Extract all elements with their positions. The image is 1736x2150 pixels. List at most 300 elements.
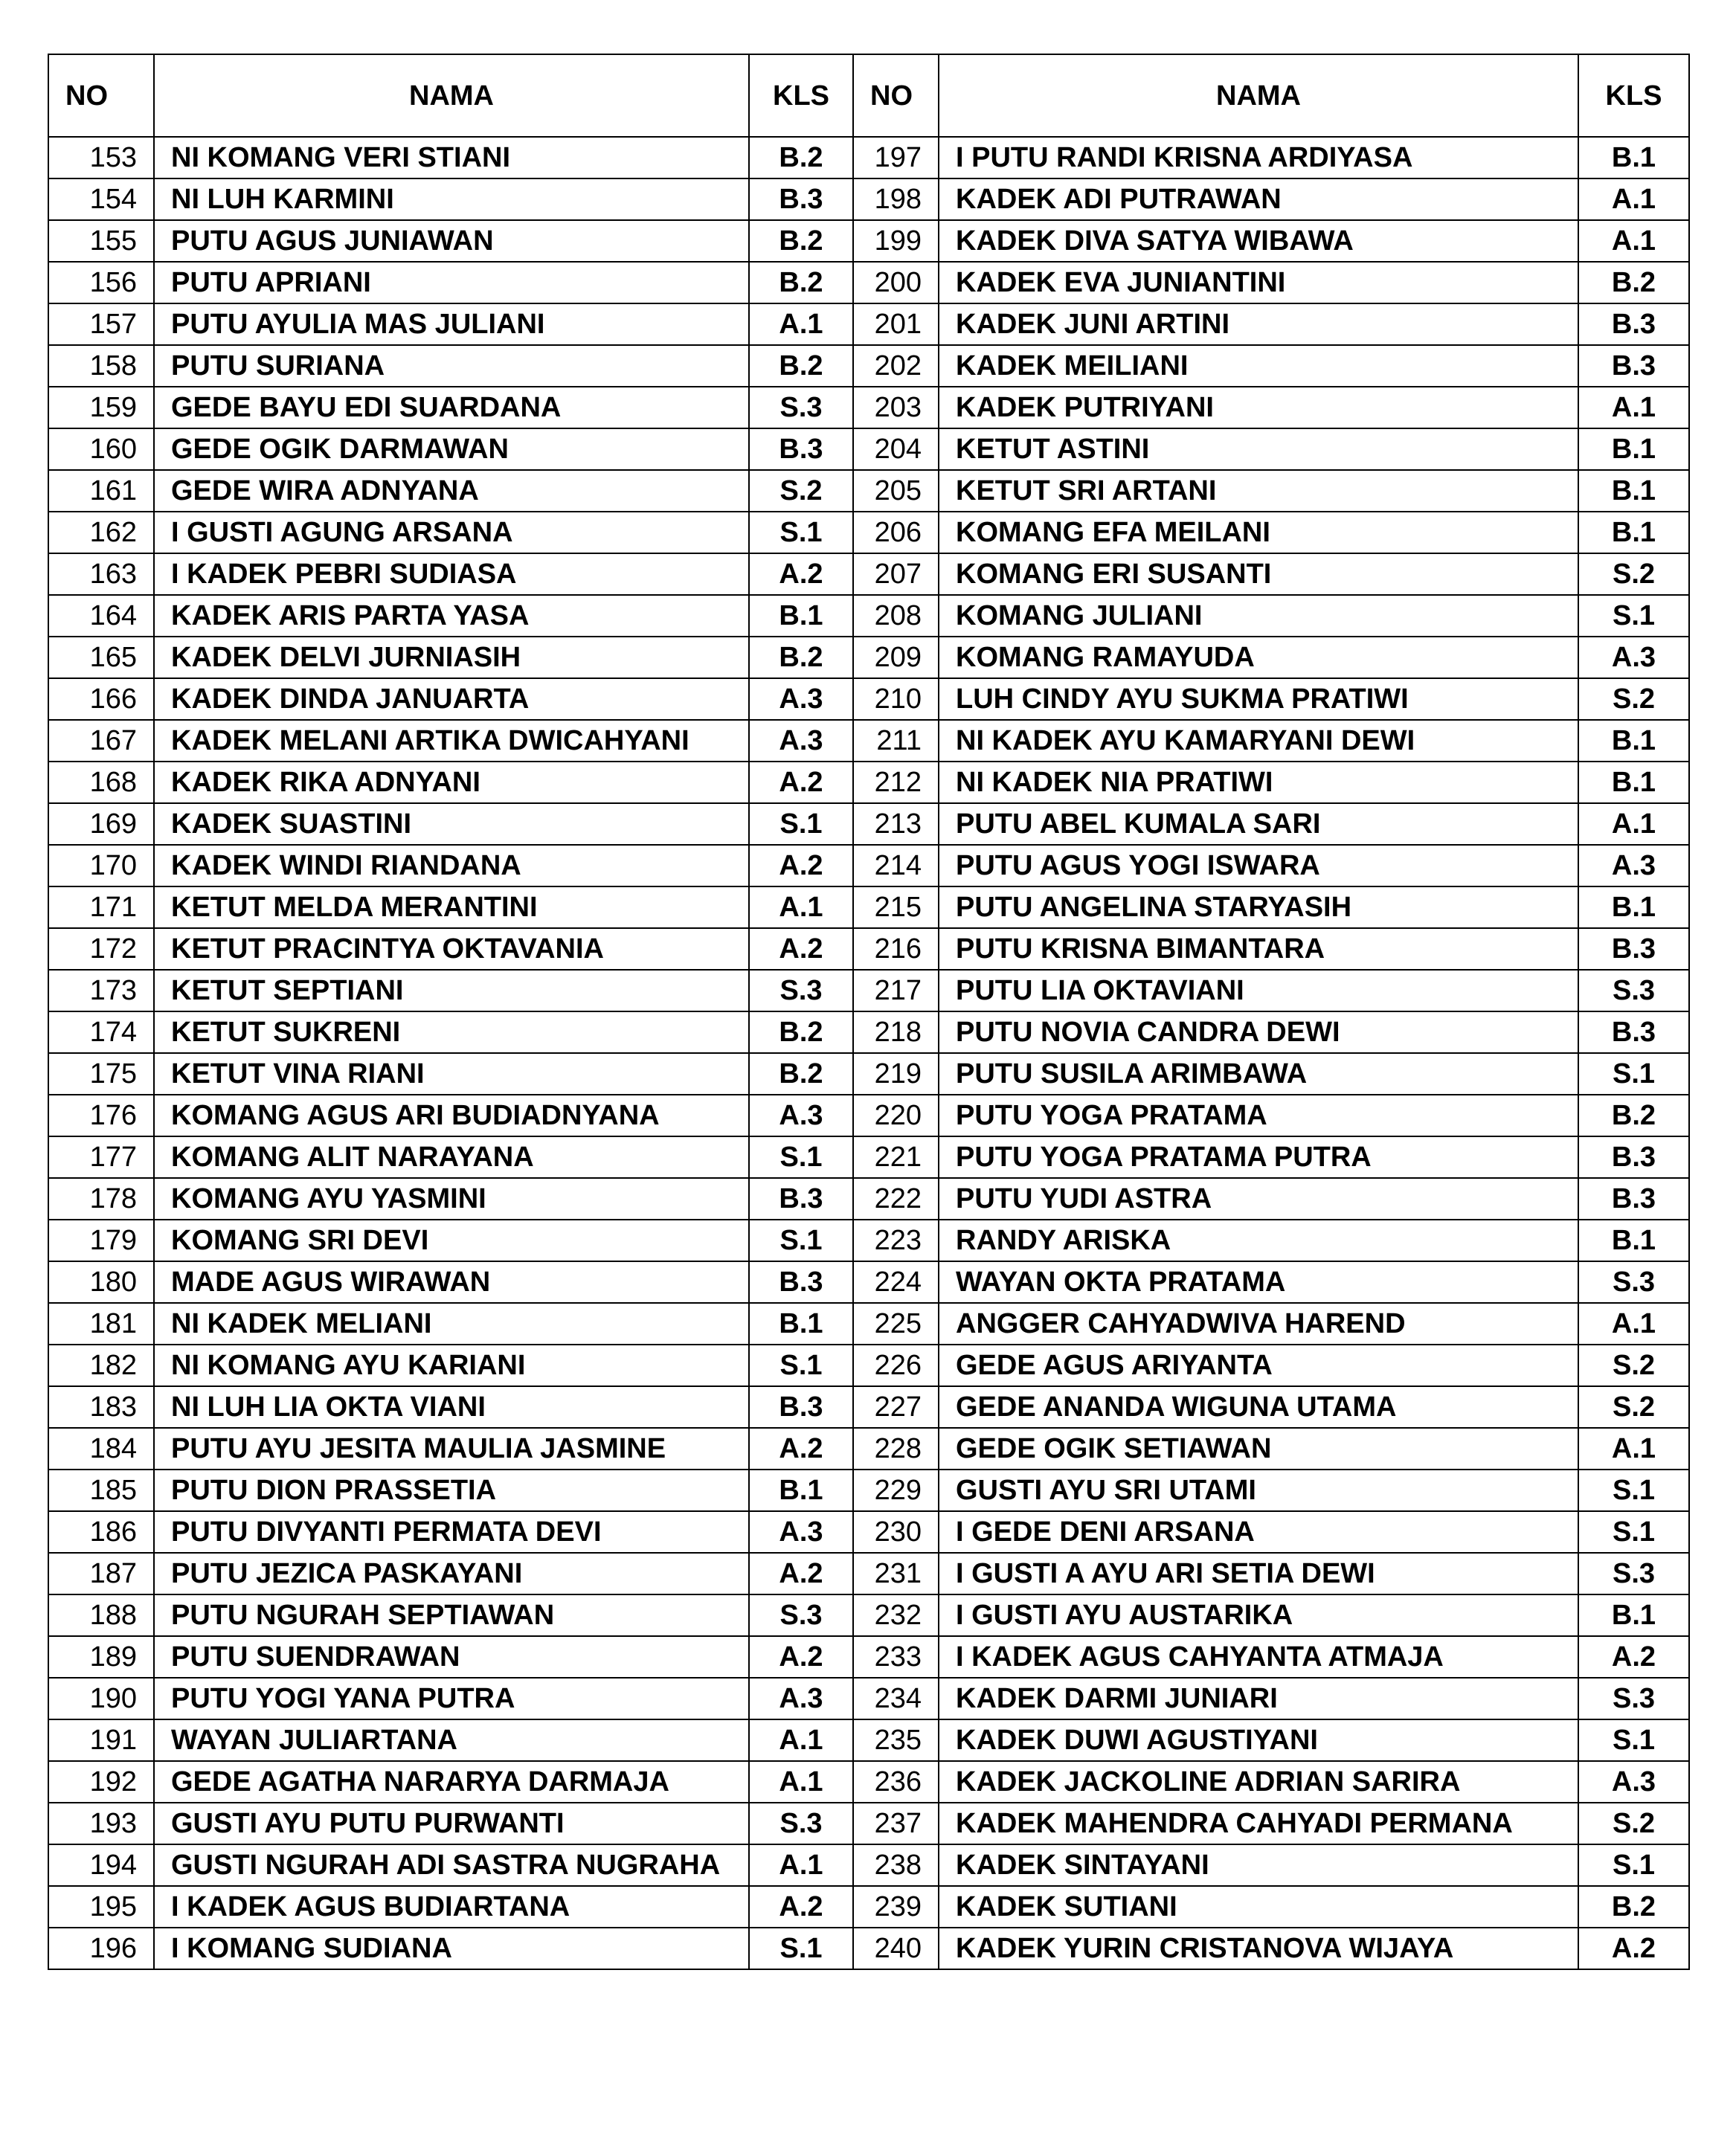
right-kls-cell: B.2: [1578, 1095, 1689, 1136]
left-nama-cell: NI KADEK MELIANI: [154, 1303, 749, 1345]
left-nama-cell: KADEK DINDA JANUARTA: [154, 678, 749, 720]
right-kls-cell: B.3: [1578, 1178, 1689, 1220]
left-no-cell: 176: [48, 1095, 154, 1136]
left-kls-cell: A.2: [749, 1886, 853, 1928]
right-kls-cell: A.3: [1578, 845, 1689, 886]
right-kls-cell: S.2: [1578, 1345, 1689, 1386]
right-kls-cell: A.3: [1578, 1761, 1689, 1803]
table-row: [48, 1053, 1689, 1095]
left-kls-cell: S.3: [749, 1803, 853, 1844]
right-no-cell: 198: [853, 178, 939, 220]
right-kls-cell: S.1: [1578, 1511, 1689, 1553]
left-no-cell: 173: [48, 970, 154, 1011]
table-row: [48, 1719, 1689, 1761]
left-kls-cell: A.1: [749, 886, 853, 928]
left-kls-cell: A.1: [749, 1719, 853, 1761]
left-no-cell: 167: [48, 720, 154, 762]
table-row: [48, 303, 1689, 345]
right-kls-cell: B.3: [1578, 345, 1689, 387]
right-kls-cell: S.2: [1578, 678, 1689, 720]
left-kls-cell: B.3: [749, 428, 853, 470]
left-kls-cell: A.3: [749, 1678, 853, 1719]
left-nama-cell: PUTU AGUS JUNIAWAN: [154, 220, 749, 262]
table-row: [48, 1261, 1689, 1303]
right-no-cell: 210: [853, 678, 939, 720]
right-kls-cell: A.1: [1578, 803, 1689, 845]
right-kls-cell: S.2: [1578, 1803, 1689, 1844]
table-row: [48, 1095, 1689, 1136]
left-nama-cell: NI KOMANG AYU KARIANI: [154, 1345, 749, 1386]
table-row: [48, 1553, 1689, 1594]
table-row: [48, 512, 1689, 553]
right-kls-cell: B.1: [1578, 720, 1689, 762]
left-no-cell: 182: [48, 1345, 154, 1386]
right-nama-cell: KOMANG ERI SUSANTI: [939, 553, 1578, 595]
right-no-cell: 205: [853, 470, 939, 512]
right-nama-cell: KADEK JACKOLINE ADRIAN SARIRA: [939, 1761, 1578, 1803]
right-nama-cell: KADEK JUNI ARTINI: [939, 303, 1578, 345]
left-kls-cell: A.3: [749, 1095, 853, 1136]
left-kls-cell: S.3: [749, 387, 853, 428]
right-no-cell: 240: [853, 1928, 939, 1969]
right-no-cell: 229: [853, 1470, 939, 1511]
right-no-cell: 208: [853, 595, 939, 637]
left-nama-cell: NI LUH LIA OKTA VIANI: [154, 1386, 749, 1428]
right-kls-cell: A.1: [1578, 1428, 1689, 1470]
table-row: [48, 803, 1689, 845]
right-no-cell: 200: [853, 262, 939, 303]
right-no-cell: 226: [853, 1345, 939, 1386]
right-no-cell: 220: [853, 1095, 939, 1136]
right-nama-cell: I GUSTI AYU AUSTARIKA: [939, 1594, 1578, 1636]
right-nama-cell: GEDE AGUS ARIYANTA: [939, 1345, 1578, 1386]
right-no-cell: 207: [853, 553, 939, 595]
right-no-cell: 216: [853, 928, 939, 970]
left-kls-cell: A.1: [749, 303, 853, 345]
right-nama-cell: KADEK DIVA SATYA WIBAWA: [939, 220, 1578, 262]
left-kls-cell: A.1: [749, 1761, 853, 1803]
right-nama-cell: PUTU AGUS YOGI ISWARA: [939, 845, 1578, 886]
left-no-cell: 195: [48, 1886, 154, 1928]
left-kls-cell: B.2: [749, 1011, 853, 1053]
right-kls-cell: B.3: [1578, 303, 1689, 345]
right-kls-cell: S.2: [1578, 553, 1689, 595]
right-kls-cell: B.2: [1578, 1886, 1689, 1928]
right-no-cell: 238: [853, 1844, 939, 1886]
table-row: [48, 928, 1689, 970]
left-no-cell: 162: [48, 512, 154, 553]
right-nama-cell: PUTU LIA OKTAVIANI: [939, 970, 1578, 1011]
left-kls-cell: S.1: [749, 1928, 853, 1969]
header-no-right: NO: [853, 54, 939, 137]
left-nama-cell: GUSTI NGURAH ADI SASTRA NUGRAHA: [154, 1844, 749, 1886]
right-nama-cell: PUTU YUDI ASTRA: [939, 1178, 1578, 1220]
left-no-cell: 179: [48, 1220, 154, 1261]
left-no-cell: 165: [48, 637, 154, 678]
left-nama-cell: MADE AGUS WIRAWAN: [154, 1261, 749, 1303]
left-kls-cell: A.2: [749, 928, 853, 970]
right-no-cell: 201: [853, 303, 939, 345]
right-no-cell: 232: [853, 1594, 939, 1636]
right-no-cell: 231: [853, 1553, 939, 1594]
table-row: [48, 1928, 1689, 1969]
right-kls-cell: A.1: [1578, 178, 1689, 220]
left-nama-cell: GUSTI AYU PUTU PURWANTI: [154, 1803, 749, 1844]
table-row: [48, 345, 1689, 387]
header-row: [48, 54, 1689, 137]
table-row: [48, 1803, 1689, 1844]
table-row: [48, 553, 1689, 595]
table-body: [48, 137, 1689, 1969]
right-kls-cell: B.2: [1578, 262, 1689, 303]
table-row: [48, 387, 1689, 428]
left-kls-cell: B.2: [749, 220, 853, 262]
right-nama-cell: GEDE ANANDA WIGUNA UTAMA: [939, 1386, 1578, 1428]
left-kls-cell: B.3: [749, 178, 853, 220]
left-nama-cell: KOMANG ALIT NARAYANA: [154, 1136, 749, 1178]
left-nama-cell: PUTU AYU JESITA MAULIA JASMINE: [154, 1428, 749, 1470]
left-nama-cell: PUTU DIVYANTI PERMATA DEVI: [154, 1511, 749, 1553]
right-kls-cell: A.3: [1578, 637, 1689, 678]
right-no-cell: 228: [853, 1428, 939, 1470]
left-nama-cell: KOMANG AYU YASMINI: [154, 1178, 749, 1220]
left-kls-cell: A.2: [749, 553, 853, 595]
right-no-cell: 209: [853, 637, 939, 678]
left-nama-cell: PUTU SURIANA: [154, 345, 749, 387]
table-row: [48, 178, 1689, 220]
right-no-cell: 237: [853, 1803, 939, 1844]
right-kls-cell: S.1: [1578, 1719, 1689, 1761]
right-nama-cell: PUTU NOVIA CANDRA DEWI: [939, 1011, 1578, 1053]
table-row: [48, 220, 1689, 262]
left-kls-cell: A.2: [749, 1428, 853, 1470]
right-nama-cell: GUSTI AYU SRI UTAMI: [939, 1470, 1578, 1511]
left-kls-cell: S.3: [749, 970, 853, 1011]
right-no-cell: 235: [853, 1719, 939, 1761]
left-nama-cell: KADEK ARIS PARTA YASA: [154, 595, 749, 637]
right-kls-cell: A.2: [1578, 1636, 1689, 1678]
left-kls-cell: B.2: [749, 637, 853, 678]
left-no-cell: 191: [48, 1719, 154, 1761]
left-kls-cell: A.2: [749, 845, 853, 886]
left-nama-cell: KADEK DELVI JURNIASIH: [154, 637, 749, 678]
left-no-cell: 194: [48, 1844, 154, 1886]
right-nama-cell: KETUT ASTINI: [939, 428, 1578, 470]
left-nama-cell: KADEK MELANI ARTIKA DWICAHYANI: [154, 720, 749, 762]
right-nama-cell: I GEDE DENI ARSANA: [939, 1511, 1578, 1553]
left-kls-cell: B.2: [749, 345, 853, 387]
right-no-cell: 218: [853, 1011, 939, 1053]
right-kls-cell: B.1: [1578, 762, 1689, 803]
table-row: [48, 1303, 1689, 1345]
right-kls-cell: B.3: [1578, 1011, 1689, 1053]
left-no-cell: 168: [48, 762, 154, 803]
left-kls-cell: A.2: [749, 1553, 853, 1594]
right-no-cell: 234: [853, 1678, 939, 1719]
right-nama-cell: GEDE OGIK SETIAWAN: [939, 1428, 1578, 1470]
table-row: [48, 886, 1689, 928]
right-no-cell: 199: [853, 220, 939, 262]
left-nama-cell: I KOMANG SUDIANA: [154, 1928, 749, 1969]
right-nama-cell: KADEK ADI PUTRAWAN: [939, 178, 1578, 220]
student-roster-table: [48, 54, 1690, 1970]
header-kls-right: KLS: [1578, 54, 1689, 137]
left-no-cell: 169: [48, 803, 154, 845]
left-kls-cell: A.2: [749, 1636, 853, 1678]
right-nama-cell: KADEK YURIN CRISTANOVA WIJAYA: [939, 1928, 1578, 1969]
right-no-cell: 214: [853, 845, 939, 886]
table-row: [48, 1636, 1689, 1678]
right-no-cell: 239: [853, 1886, 939, 1928]
right-nama-cell: PUTU SUSILA ARIMBAWA: [939, 1053, 1578, 1095]
right-kls-cell: S.1: [1578, 1844, 1689, 1886]
right-no-cell: 204: [853, 428, 939, 470]
right-no-cell: 227: [853, 1386, 939, 1428]
right-no-cell: 222: [853, 1178, 939, 1220]
right-no-cell: 197: [853, 137, 939, 178]
right-nama-cell: KADEK DUWI AGUSTIYANI: [939, 1719, 1578, 1761]
left-kls-cell: B.2: [749, 137, 853, 178]
left-nama-cell: GEDE AGATHA NARARYA DARMAJA: [154, 1761, 749, 1803]
right-kls-cell: B.1: [1578, 512, 1689, 553]
table-row: [48, 1345, 1689, 1386]
right-kls-cell: B.1: [1578, 470, 1689, 512]
left-kls-cell: A.3: [749, 720, 853, 762]
right-kls-cell: S.1: [1578, 1470, 1689, 1511]
right-no-cell: 221: [853, 1136, 939, 1178]
left-kls-cell: B.3: [749, 1178, 853, 1220]
left-kls-cell: S.3: [749, 1594, 853, 1636]
left-nama-cell: KETUT PRACINTYA OKTAVANIA: [154, 928, 749, 970]
left-no-cell: 174: [48, 1011, 154, 1053]
left-no-cell: 193: [48, 1803, 154, 1844]
right-nama-cell: KADEK DARMI JUNIARI: [939, 1678, 1578, 1719]
left-no-cell: 160: [48, 428, 154, 470]
right-kls-cell: S.3: [1578, 1261, 1689, 1303]
right-no-cell: 236: [853, 1761, 939, 1803]
right-kls-cell: B.1: [1578, 886, 1689, 928]
table-row: [48, 1386, 1689, 1428]
right-nama-cell: KOMANG JULIANI: [939, 595, 1578, 637]
left-no-cell: 180: [48, 1261, 154, 1303]
left-no-cell: 181: [48, 1303, 154, 1345]
left-nama-cell: NI LUH KARMINI: [154, 178, 749, 220]
right-no-cell: 215: [853, 886, 939, 928]
right-nama-cell: KADEK SINTAYANI: [939, 1844, 1578, 1886]
left-no-cell: 177: [48, 1136, 154, 1178]
right-nama-cell: I KADEK AGUS CAHYANTA ATMAJA: [939, 1636, 1578, 1678]
left-nama-cell: PUTU APRIANI: [154, 262, 749, 303]
left-kls-cell: S.2: [749, 470, 853, 512]
table-header: [48, 54, 1689, 137]
right-nama-cell: PUTU YOGA PRATAMA PUTRA: [939, 1136, 1578, 1178]
left-nama-cell: KOMANG AGUS ARI BUDIADNYANA: [154, 1095, 749, 1136]
right-no-cell: 203: [853, 387, 939, 428]
left-no-cell: 192: [48, 1761, 154, 1803]
right-nama-cell: RANDY ARISKA: [939, 1220, 1578, 1261]
header-nama-left: NAMA: [154, 54, 749, 137]
table-row: [48, 637, 1689, 678]
left-no-cell: 161: [48, 470, 154, 512]
right-nama-cell: KOMANG RAMAYUDA: [939, 637, 1578, 678]
header-nama-right: NAMA: [939, 54, 1578, 137]
left-no-cell: 183: [48, 1386, 154, 1428]
right-nama-cell: PUTU YOGA PRATAMA: [939, 1095, 1578, 1136]
right-kls-cell: A.1: [1578, 220, 1689, 262]
left-nama-cell: KADEK SUASTINI: [154, 803, 749, 845]
left-nama-cell: PUTU JEZICA PASKAYANI: [154, 1553, 749, 1594]
right-no-cell: 217: [853, 970, 939, 1011]
left-kls-cell: A.3: [749, 1511, 853, 1553]
left-no-cell: 189: [48, 1636, 154, 1678]
right-kls-cell: B.1: [1578, 1594, 1689, 1636]
table-row: [48, 1594, 1689, 1636]
table-row: [48, 428, 1689, 470]
table-row: [48, 762, 1689, 803]
right-nama-cell: KOMANG EFA MEILANI: [939, 512, 1578, 553]
left-kls-cell: B.1: [749, 1303, 853, 1345]
table-row: [48, 1428, 1689, 1470]
left-no-cell: 159: [48, 387, 154, 428]
left-no-cell: 186: [48, 1511, 154, 1553]
table-row: [48, 262, 1689, 303]
left-no-cell: 153: [48, 137, 154, 178]
left-nama-cell: PUTU YOGI YANA PUTRA: [154, 1678, 749, 1719]
table-row: [48, 970, 1689, 1011]
right-nama-cell: KADEK MAHENDRA CAHYADI PERMANA: [939, 1803, 1578, 1844]
left-no-cell: 166: [48, 678, 154, 720]
left-nama-cell: I KADEK PEBRI SUDIASA: [154, 553, 749, 595]
right-kls-cell: A.1: [1578, 1303, 1689, 1345]
left-kls-cell: S.1: [749, 803, 853, 845]
table-row: [48, 720, 1689, 762]
left-kls-cell: S.1: [749, 1136, 853, 1178]
table-row: [48, 1761, 1689, 1803]
right-nama-cell: WAYAN OKTA PRATAMA: [939, 1261, 1578, 1303]
left-no-cell: 158: [48, 345, 154, 387]
left-no-cell: 172: [48, 928, 154, 970]
left-nama-cell: KETUT SEPTIANI: [154, 970, 749, 1011]
left-no-cell: 154: [48, 178, 154, 220]
left-no-cell: 155: [48, 220, 154, 262]
right-nama-cell: PUTU ABEL KUMALA SARI: [939, 803, 1578, 845]
left-no-cell: 188: [48, 1594, 154, 1636]
table-row: [48, 1470, 1689, 1511]
left-kls-cell: A.3: [749, 678, 853, 720]
left-nama-cell: PUTU SUENDRAWAN: [154, 1636, 749, 1678]
left-kls-cell: S.1: [749, 1220, 853, 1261]
table-row: [48, 1844, 1689, 1886]
right-nama-cell: KADEK PUTRIYANI: [939, 387, 1578, 428]
table-row: [48, 595, 1689, 637]
left-no-cell: 184: [48, 1428, 154, 1470]
right-kls-cell: S.3: [1578, 970, 1689, 1011]
table-row: [48, 1678, 1689, 1719]
right-kls-cell: S.3: [1578, 1678, 1689, 1719]
left-nama-cell: KOMANG SRI DEVI: [154, 1220, 749, 1261]
table-row: [48, 1178, 1689, 1220]
right-kls-cell: S.3: [1578, 1553, 1689, 1594]
table-row: [48, 1511, 1689, 1553]
table-row: [48, 470, 1689, 512]
left-kls-cell: A.2: [749, 762, 853, 803]
right-no-cell: 225: [853, 1303, 939, 1345]
left-nama-cell: KETUT MELDA MERANTINI: [154, 886, 749, 928]
right-no-cell: 211: [853, 720, 939, 762]
right-kls-cell: B.1: [1578, 1220, 1689, 1261]
left-nama-cell: NI KOMANG VERI STIANI: [154, 137, 749, 178]
right-nama-cell: PUTU KRISNA BIMANTARA: [939, 928, 1578, 970]
left-kls-cell: S.1: [749, 512, 853, 553]
left-nama-cell: I KADEK AGUS BUDIARTANA: [154, 1886, 749, 1928]
left-no-cell: 156: [48, 262, 154, 303]
right-no-cell: 233: [853, 1636, 939, 1678]
right-nama-cell: KETUT SRI ARTANI: [939, 470, 1578, 512]
right-kls-cell: B.1: [1578, 428, 1689, 470]
right-no-cell: 202: [853, 345, 939, 387]
table-row: [48, 1136, 1689, 1178]
left-nama-cell: PUTU AYULIA MAS JULIANI: [154, 303, 749, 345]
left-no-cell: 178: [48, 1178, 154, 1220]
left-no-cell: 175: [48, 1053, 154, 1095]
right-kls-cell: A.1: [1578, 387, 1689, 428]
left-kls-cell: B.3: [749, 1386, 853, 1428]
right-kls-cell: S.2: [1578, 1386, 1689, 1428]
right-no-cell: 206: [853, 512, 939, 553]
left-nama-cell: WAYAN JULIARTANA: [154, 1719, 749, 1761]
left-no-cell: 171: [48, 886, 154, 928]
table-row: [48, 845, 1689, 886]
left-no-cell: 187: [48, 1553, 154, 1594]
right-nama-cell: I PUTU RANDI KRISNA ARDIYASA: [939, 137, 1578, 178]
table-row: [48, 678, 1689, 720]
left-kls-cell: B.1: [749, 1470, 853, 1511]
left-kls-cell: S.1: [749, 1345, 853, 1386]
right-nama-cell: NI KADEK NIA PRATIWI: [939, 762, 1578, 803]
right-nama-cell: I GUSTI A AYU ARI SETIA DEWI: [939, 1553, 1578, 1594]
left-kls-cell: B.2: [749, 1053, 853, 1095]
right-nama-cell: KADEK SUTIANI: [939, 1886, 1578, 1928]
left-kls-cell: B.1: [749, 595, 853, 637]
table-row: [48, 1011, 1689, 1053]
right-kls-cell: S.1: [1578, 1053, 1689, 1095]
table-row: [48, 137, 1689, 178]
table-row: [48, 1220, 1689, 1261]
right-kls-cell: B.1: [1578, 137, 1689, 178]
left-kls-cell: B.3: [749, 1261, 853, 1303]
right-nama-cell: LUH CINDY AYU SUKMA PRATIWI: [939, 678, 1578, 720]
table-row: [48, 1886, 1689, 1928]
header-no-left: NO: [48, 54, 154, 137]
left-nama-cell: I GUSTI AGUNG ARSANA: [154, 512, 749, 553]
right-no-cell: 230: [853, 1511, 939, 1553]
right-no-cell: 224: [853, 1261, 939, 1303]
right-no-cell: 219: [853, 1053, 939, 1095]
left-no-cell: 157: [48, 303, 154, 345]
right-kls-cell: B.3: [1578, 1136, 1689, 1178]
right-nama-cell: KADEK MEILIANI: [939, 345, 1578, 387]
right-nama-cell: ANGGER CAHYADWIVA HAREND: [939, 1303, 1578, 1345]
right-kls-cell: S.1: [1578, 595, 1689, 637]
right-no-cell: 213: [853, 803, 939, 845]
left-nama-cell: KETUT SUKRENI: [154, 1011, 749, 1053]
left-no-cell: 163: [48, 553, 154, 595]
left-kls-cell: B.2: [749, 262, 853, 303]
right-kls-cell: A.2: [1578, 1928, 1689, 1969]
left-nama-cell: KADEK RIKA ADNYANI: [154, 762, 749, 803]
left-no-cell: 185: [48, 1470, 154, 1511]
left-nama-cell: PUTU DION PRASSETIA: [154, 1470, 749, 1511]
